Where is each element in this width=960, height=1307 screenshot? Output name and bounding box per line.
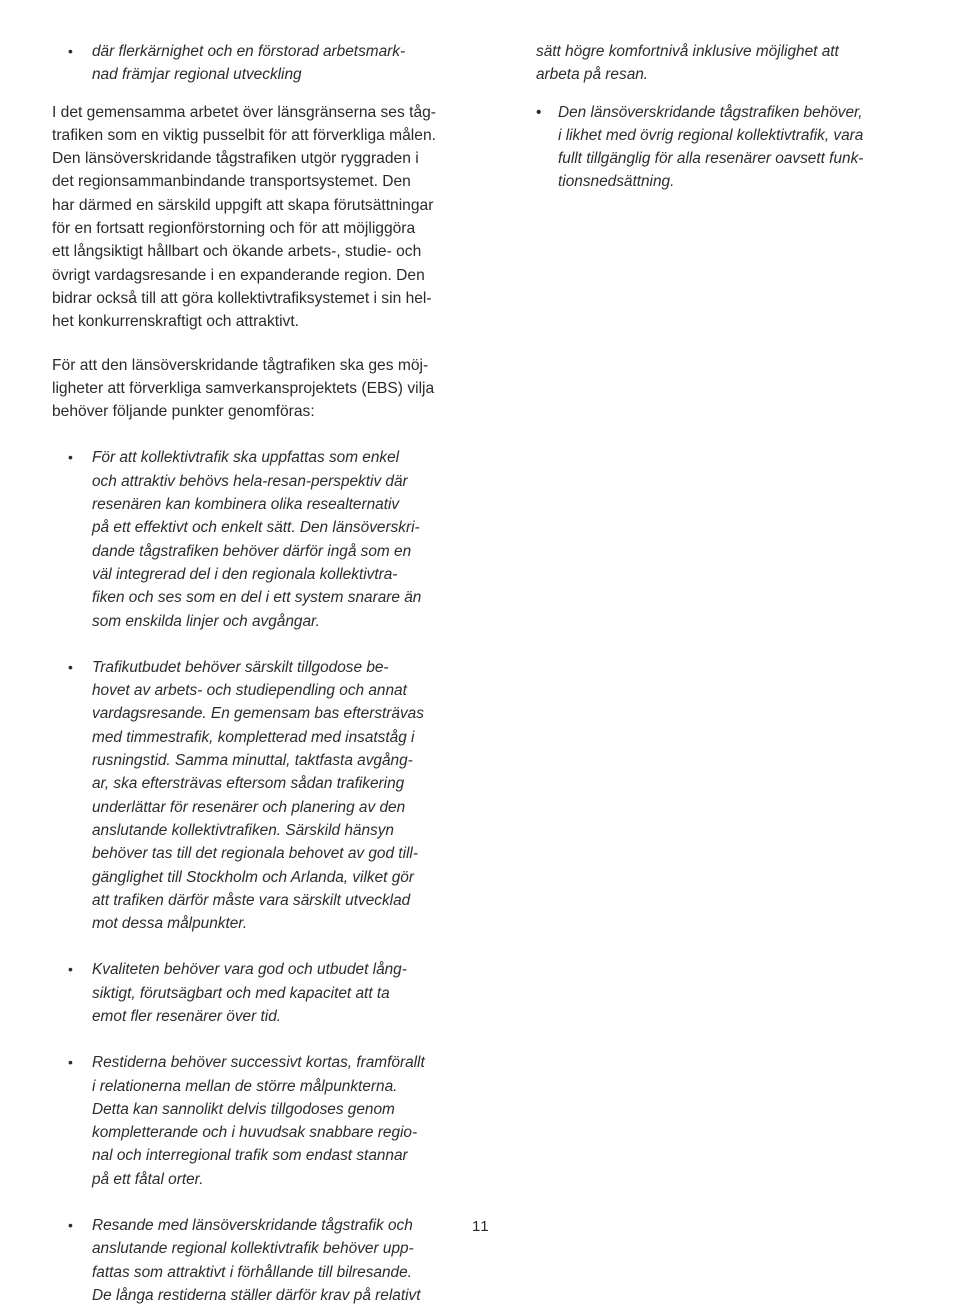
text-line: Den länsöverskridande tågstrafiken utgör ryggraden i xyxy=(52,150,419,168)
bullet-marker: • xyxy=(68,449,73,466)
text-line: kompletterande och i huvudsak snabbare regio- xyxy=(92,1124,418,1142)
text-line: anslutande kollektivtrafiken. Särskild hänsyn xyxy=(92,821,394,839)
bullet-marker: • xyxy=(68,43,73,59)
text-line: vardagsresande. En gemensam bas eftersträvas xyxy=(92,705,424,723)
text-line: Kvaliteten behöver vara god och utbudet lång- xyxy=(92,961,407,979)
bullet-item-3 xyxy=(52,958,492,1028)
text-line: sätt högre komfortnivå inklusive möjlighet att xyxy=(536,43,839,60)
text-line: fullt tillgänglig för alla resenärer oavsett funk- xyxy=(558,150,864,168)
text-line: emot fler resenärer över tid. xyxy=(92,1007,282,1025)
text-line: för en fortsatt regionförstorning och för att möjliggöra xyxy=(52,220,416,238)
text-line: gänglighet till Stockholm och Arlanda, vilket gör xyxy=(92,868,414,886)
text-line: på ett effektivt och enkelt sätt. Den länsöverskri- xyxy=(92,519,420,537)
text-line: ligheter att förverkliga samverkansprojektets (EBS) vilja xyxy=(52,379,435,397)
text-line: på ett fåtal orter. xyxy=(92,1170,204,1188)
text-line: där flerkärnighet och en förstorad arbetsmark- xyxy=(92,43,406,60)
text-line: behöver tas till det regionala behovet av god till- xyxy=(92,845,418,863)
page-number: 11 xyxy=(472,1218,490,1235)
paragraph-1 xyxy=(52,101,492,334)
text-line: har därmed en särskild uppgift att skapa förutsättningar xyxy=(52,196,434,214)
text-line: anslutande regional kollektivtrafik behöver upp- xyxy=(92,1240,414,1258)
right-bullet-item xyxy=(536,101,936,194)
text-line: fattas som attraktivt i förhållande till bilresande. xyxy=(92,1263,412,1281)
bullet-item-1 xyxy=(52,446,492,632)
text-line: resenären kan kombinera olika resealternativ xyxy=(92,496,400,514)
text-line: fiken och ses som en del i ett system snarare än xyxy=(92,589,422,607)
text-line: ett långsiktigt hållbart och ökande arbets-, studie- och xyxy=(52,243,422,261)
bullet-marker: • xyxy=(68,961,73,978)
text-line: I det gemensamma arbetet över länsgränserna ses tåg- xyxy=(52,103,436,121)
text-line: siktigt, förutsägbart och med kapacitet att ta xyxy=(92,984,390,1002)
text-line: Detta kan sannolikt delvis tillgodoses genom xyxy=(92,1100,395,1118)
text-line: som enskilda linjer och avgångar. xyxy=(92,612,320,630)
bullet-marker: • xyxy=(536,103,542,121)
text-line: dande tågstrafiken behöver därför ingå som en xyxy=(92,542,412,560)
text-line: med timmestrafik, kompletterad med insatståg i xyxy=(92,728,415,746)
text-line: väl integrerad del i den regionala kollektivtra- xyxy=(92,565,398,583)
text-line: och attraktiv behövs hela-resan-perspektiv där xyxy=(92,472,408,490)
bullet-marker: • xyxy=(68,1217,73,1234)
text-line: För att kollektivtrafik ska uppfattas som enkel xyxy=(92,449,400,467)
text-line: För att den länsöverskridande tågtrafiken ska ges möj- xyxy=(52,356,429,374)
text-line: nad främjar regional utveckling xyxy=(92,66,302,84)
right-column xyxy=(536,40,936,194)
text-line: i likhet med övrig regional kollektivtrafik, vara xyxy=(558,126,864,144)
intro-bullet xyxy=(52,40,492,87)
bullet-item-5 xyxy=(52,1214,492,1307)
bullet-marker: • xyxy=(68,1054,73,1071)
paragraph-2 xyxy=(52,354,492,424)
text-line: De långa restiderna ställer därför krav på relativt xyxy=(92,1286,421,1304)
bullet-marker: • xyxy=(68,658,73,675)
continuation-text xyxy=(536,40,936,87)
text-line: behöver följande punkter genomföras: xyxy=(52,403,315,421)
text-line: tionsnedsättning. xyxy=(558,173,675,191)
text-line: Trafikutbudet behöver särskilt tillgodose be- xyxy=(92,658,389,676)
text-line: Resande med länsöverskridande tågstrafik och xyxy=(92,1217,413,1235)
text-line: ar, ska eftersträvas eftersom sådan trafikering xyxy=(92,775,405,793)
text-line: underlättar för resenärer och planering av den xyxy=(92,798,406,816)
text-line: att trafiken därför måste vara särskilt utvecklad xyxy=(92,891,411,909)
text-line: Den länsöverskridande tågstrafiken behöver, xyxy=(558,103,863,121)
bullet-item-4 xyxy=(52,1051,492,1191)
text-line: nal och interregional trafik som endast stannar xyxy=(92,1147,408,1165)
text-line: det regionsammanbindande transportsystemet. Den xyxy=(52,173,411,191)
text-line: mot dessa målpunkter. xyxy=(92,915,248,933)
text-line: rusningstid. Samma minuttal, taktfasta avgång- xyxy=(92,752,413,770)
text-line: övrigt vardagsresande i en expanderande region. Den xyxy=(52,266,425,284)
text-line: hovet av arbets- och studiependling och annat xyxy=(92,682,407,700)
text-line: het konkurrenskraftigt och attraktivt. xyxy=(52,313,300,331)
bullet-item-2 xyxy=(52,656,492,936)
text-line: bidrar också till att göra kollektivtrafiksystemet i sin hel- xyxy=(52,289,432,307)
left-column xyxy=(52,40,492,1307)
text-line: i relationerna mellan de större målpunkterna. xyxy=(92,1077,398,1095)
text-line: trafiken som en viktig pusselbit för att förverkliga målen. xyxy=(52,126,436,144)
text-line: arbeta på resan. xyxy=(536,66,649,84)
text-line: Restiderna behöver successivt kortas, framförallt xyxy=(92,1054,425,1072)
